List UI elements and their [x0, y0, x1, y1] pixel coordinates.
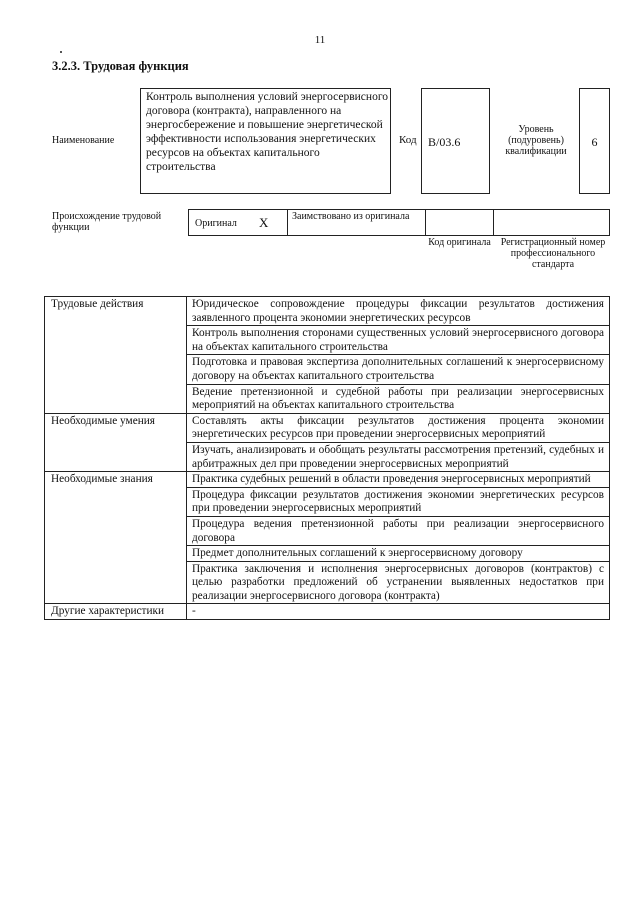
- section-title: 3.2.3. Трудовая функция: [52, 59, 189, 73]
- code-original-label: Код оригинала: [428, 237, 491, 248]
- origin-label: Происхождение трудовой функции: [52, 211, 162, 233]
- original-label: Оригинал: [195, 218, 237, 229]
- table-cell: Практика судебных решений в области проведения энергосервисных мероприятий: [187, 472, 610, 488]
- level-label: Уровень (подуровень) квалификации: [505, 124, 567, 157]
- category-cell: Трудовые действия: [45, 297, 187, 414]
- table-cell: Подготовка и правовая экспертиза дополнительных соглашений к энергосервисному договору на объектах капитального строительства: [187, 355, 610, 384]
- borrowed-label: Заимствовано из оригинала: [292, 211, 410, 222]
- table-cell: Составлять акты фиксации результатов достижения процента экономии энергетических ресурсов при проведении энергосервисных мероприятий: [187, 413, 610, 442]
- code-original-box: [425, 209, 494, 236]
- table-cell: Процедура фиксации результатов достижения экономии энергетических ресурсов при проведении энергосервисных мероприятий: [187, 487, 610, 516]
- code-value: B/03.6: [428, 135, 461, 149]
- scan-dot: [60, 51, 62, 53]
- code-label: Код: [399, 134, 417, 146]
- function-name-box: [140, 88, 391, 194]
- original-mark: X: [259, 215, 269, 230]
- reg-number-label: Регистрационный номер профессионального стандарта: [500, 237, 606, 270]
- table-cell: -: [187, 604, 610, 620]
- table-cell: Практика заключения и исполнения энергосервисных договоров (контрактов) с целью разработки предложений об устранении выявленных недостатков при реализации энергосервисного договора (контракта): [187, 561, 610, 604]
- table-row: [45, 297, 610, 326]
- table-cell: Ведение претензионной и судебной работы при реализации энергосервисных мероприятий на объектах капитального строительства: [187, 384, 610, 413]
- original-box: [188, 209, 288, 236]
- table-cell: Юридическое сопровождение процедуры фиксации результатов достижения заявленного процента экономии энергетических ресурсов: [187, 297, 610, 326]
- table-cell: Процедура ведения претензионной работы при реализации энергосервисного договора: [187, 516, 610, 545]
- table-cell: Изучать, анализировать и обобщать результаты рассмотрения претензий, судебных и арбитражных дел при проведении энергосервисных мероприятий: [187, 442, 610, 471]
- name-label: Наименование: [52, 135, 115, 146]
- table-cell: Предмет дополнительных соглашений к энергосервисному договору: [187, 546, 610, 562]
- code-box: [421, 88, 490, 194]
- level-box: [579, 88, 610, 194]
- category-cell: Необходимые знания: [45, 472, 187, 604]
- borrowed-box: [287, 209, 426, 236]
- category-cell: Другие характеристики: [45, 604, 187, 620]
- function-details-table: [44, 296, 610, 620]
- page-number: 11: [314, 34, 326, 46]
- table-row: [45, 413, 610, 442]
- table-row: [45, 472, 610, 488]
- table-cell: Контроль выполнения сторонами существенных условий энергосервисного договора на объектах капитального строительства: [187, 326, 610, 355]
- level-value: 6: [591, 135, 598, 149]
- table-row: [45, 604, 610, 620]
- category-cell: Необходимые умения: [45, 413, 187, 471]
- function-name-text: Контроль выполнения условий энергосервисного договора (контракта), направленного на энергосбережение и повышение энергетической эффективности использования энергетических ресурсов на объектах капитального строительства: [146, 91, 388, 173]
- reg-number-box: [493, 209, 610, 236]
